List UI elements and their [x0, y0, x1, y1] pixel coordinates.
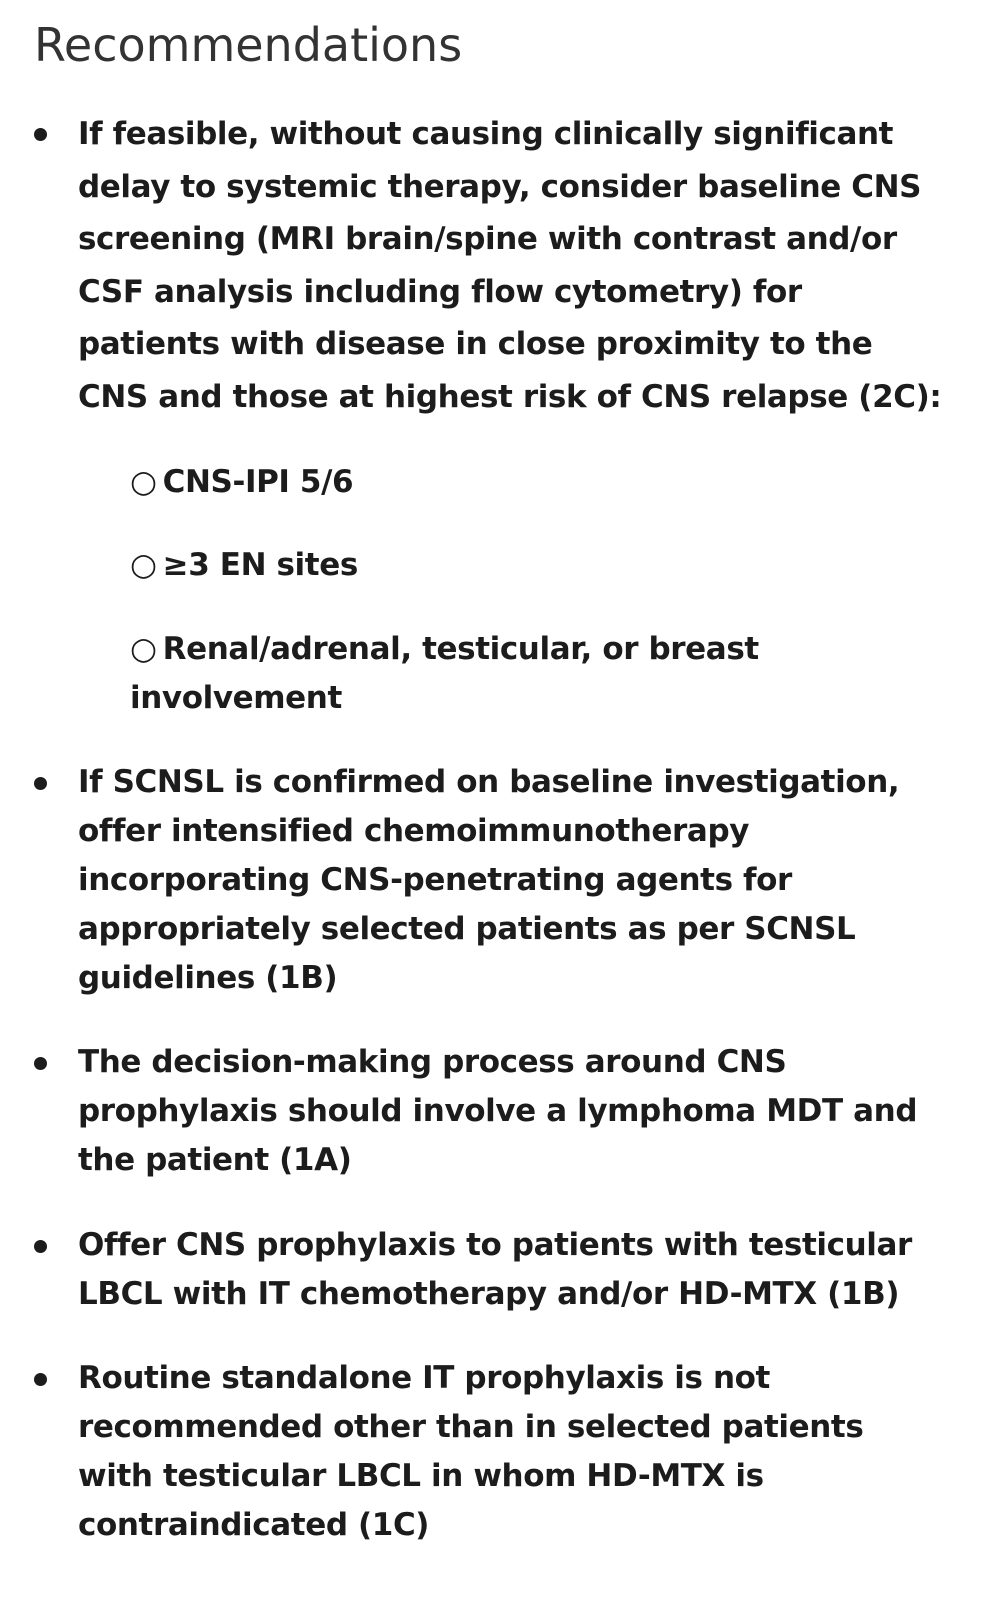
text-line: contraindicated (1C): [78, 1507, 430, 1543]
text-line: involvement: [130, 680, 342, 716]
text-line: patients with disease in close proximity to the: [78, 326, 873, 362]
recommendation-text: [78, 1221, 998, 1319]
recommendation-text: [78, 758, 998, 1003]
recommendation-text: [78, 1038, 998, 1185]
text-line: prophylaxis should involve a lymphoma MDT and: [78, 1093, 918, 1129]
text-line: [130, 458, 990, 507]
text-line: appropriately selected patients as per SCNSL: [78, 911, 856, 947]
recommendation-text: [78, 1354, 998, 1550]
text-line: delay to systemic therapy, consider baseline CNS: [78, 168, 922, 205]
circle-bullet-icon: ○: [130, 547, 157, 583]
circle-bullet-icon: ○: [130, 631, 157, 667]
section-heading: Recommendations: [34, 18, 463, 72]
text-line: incorporating CNS-penetrating agents for: [78, 862, 792, 898]
text-line: offer intensified chemoimmunotherapy: [78, 813, 750, 849]
bullet-icon: [34, 1373, 47, 1386]
text-line: The decision-making process around CNS: [78, 1044, 787, 1080]
text-line: LBCL with IT chemotherapy and/or HD-MTX (1B): [78, 1276, 900, 1312]
text-line: CSF analysis including flow cytometry) for: [78, 273, 802, 310]
text-line: Offer CNS prophylaxis to patients with testicular: [78, 1227, 912, 1263]
bullet-icon: [34, 128, 47, 141]
text-line: recommended other than in selected patients: [78, 1409, 864, 1445]
sub-item-text: Renal/adrenal, testicular, or breast: [162, 631, 759, 667]
bullet-icon: [34, 777, 47, 790]
sub-item-text: CNS-IPI 5/6: [162, 464, 354, 500]
text-line: [130, 625, 990, 674]
text-line: with testicular LBCL in whom HD-MTX is: [78, 1458, 764, 1494]
sub-item-cns-ipi: [130, 458, 990, 507]
bullet-icon: [34, 1057, 47, 1070]
bullet-icon: [34, 1240, 47, 1253]
text-line: If feasible, without causing clinically significant: [78, 116, 894, 152]
sub-item-text: ≥3 EN sites: [162, 547, 358, 583]
sub-item-involvement: [130, 625, 990, 723]
text-line: screening (MRI brain/spine with contrast and/or: [78, 221, 897, 257]
text-line: If SCNSL is confirmed on baseline investigation,: [78, 764, 900, 800]
text-line: [130, 541, 990, 590]
text-line: CNS and those at highest risk of CNS relapse (2C):: [78, 378, 942, 415]
text-line: the patient (1A): [78, 1142, 352, 1178]
sub-item-en-sites: [130, 541, 990, 590]
text-line: guidelines (1B): [78, 960, 338, 996]
text-line: Routine standalone IT prophylaxis is not: [78, 1360, 770, 1396]
recommendation-text: [78, 108, 998, 423]
circle-bullet-icon: ○: [130, 464, 157, 500]
